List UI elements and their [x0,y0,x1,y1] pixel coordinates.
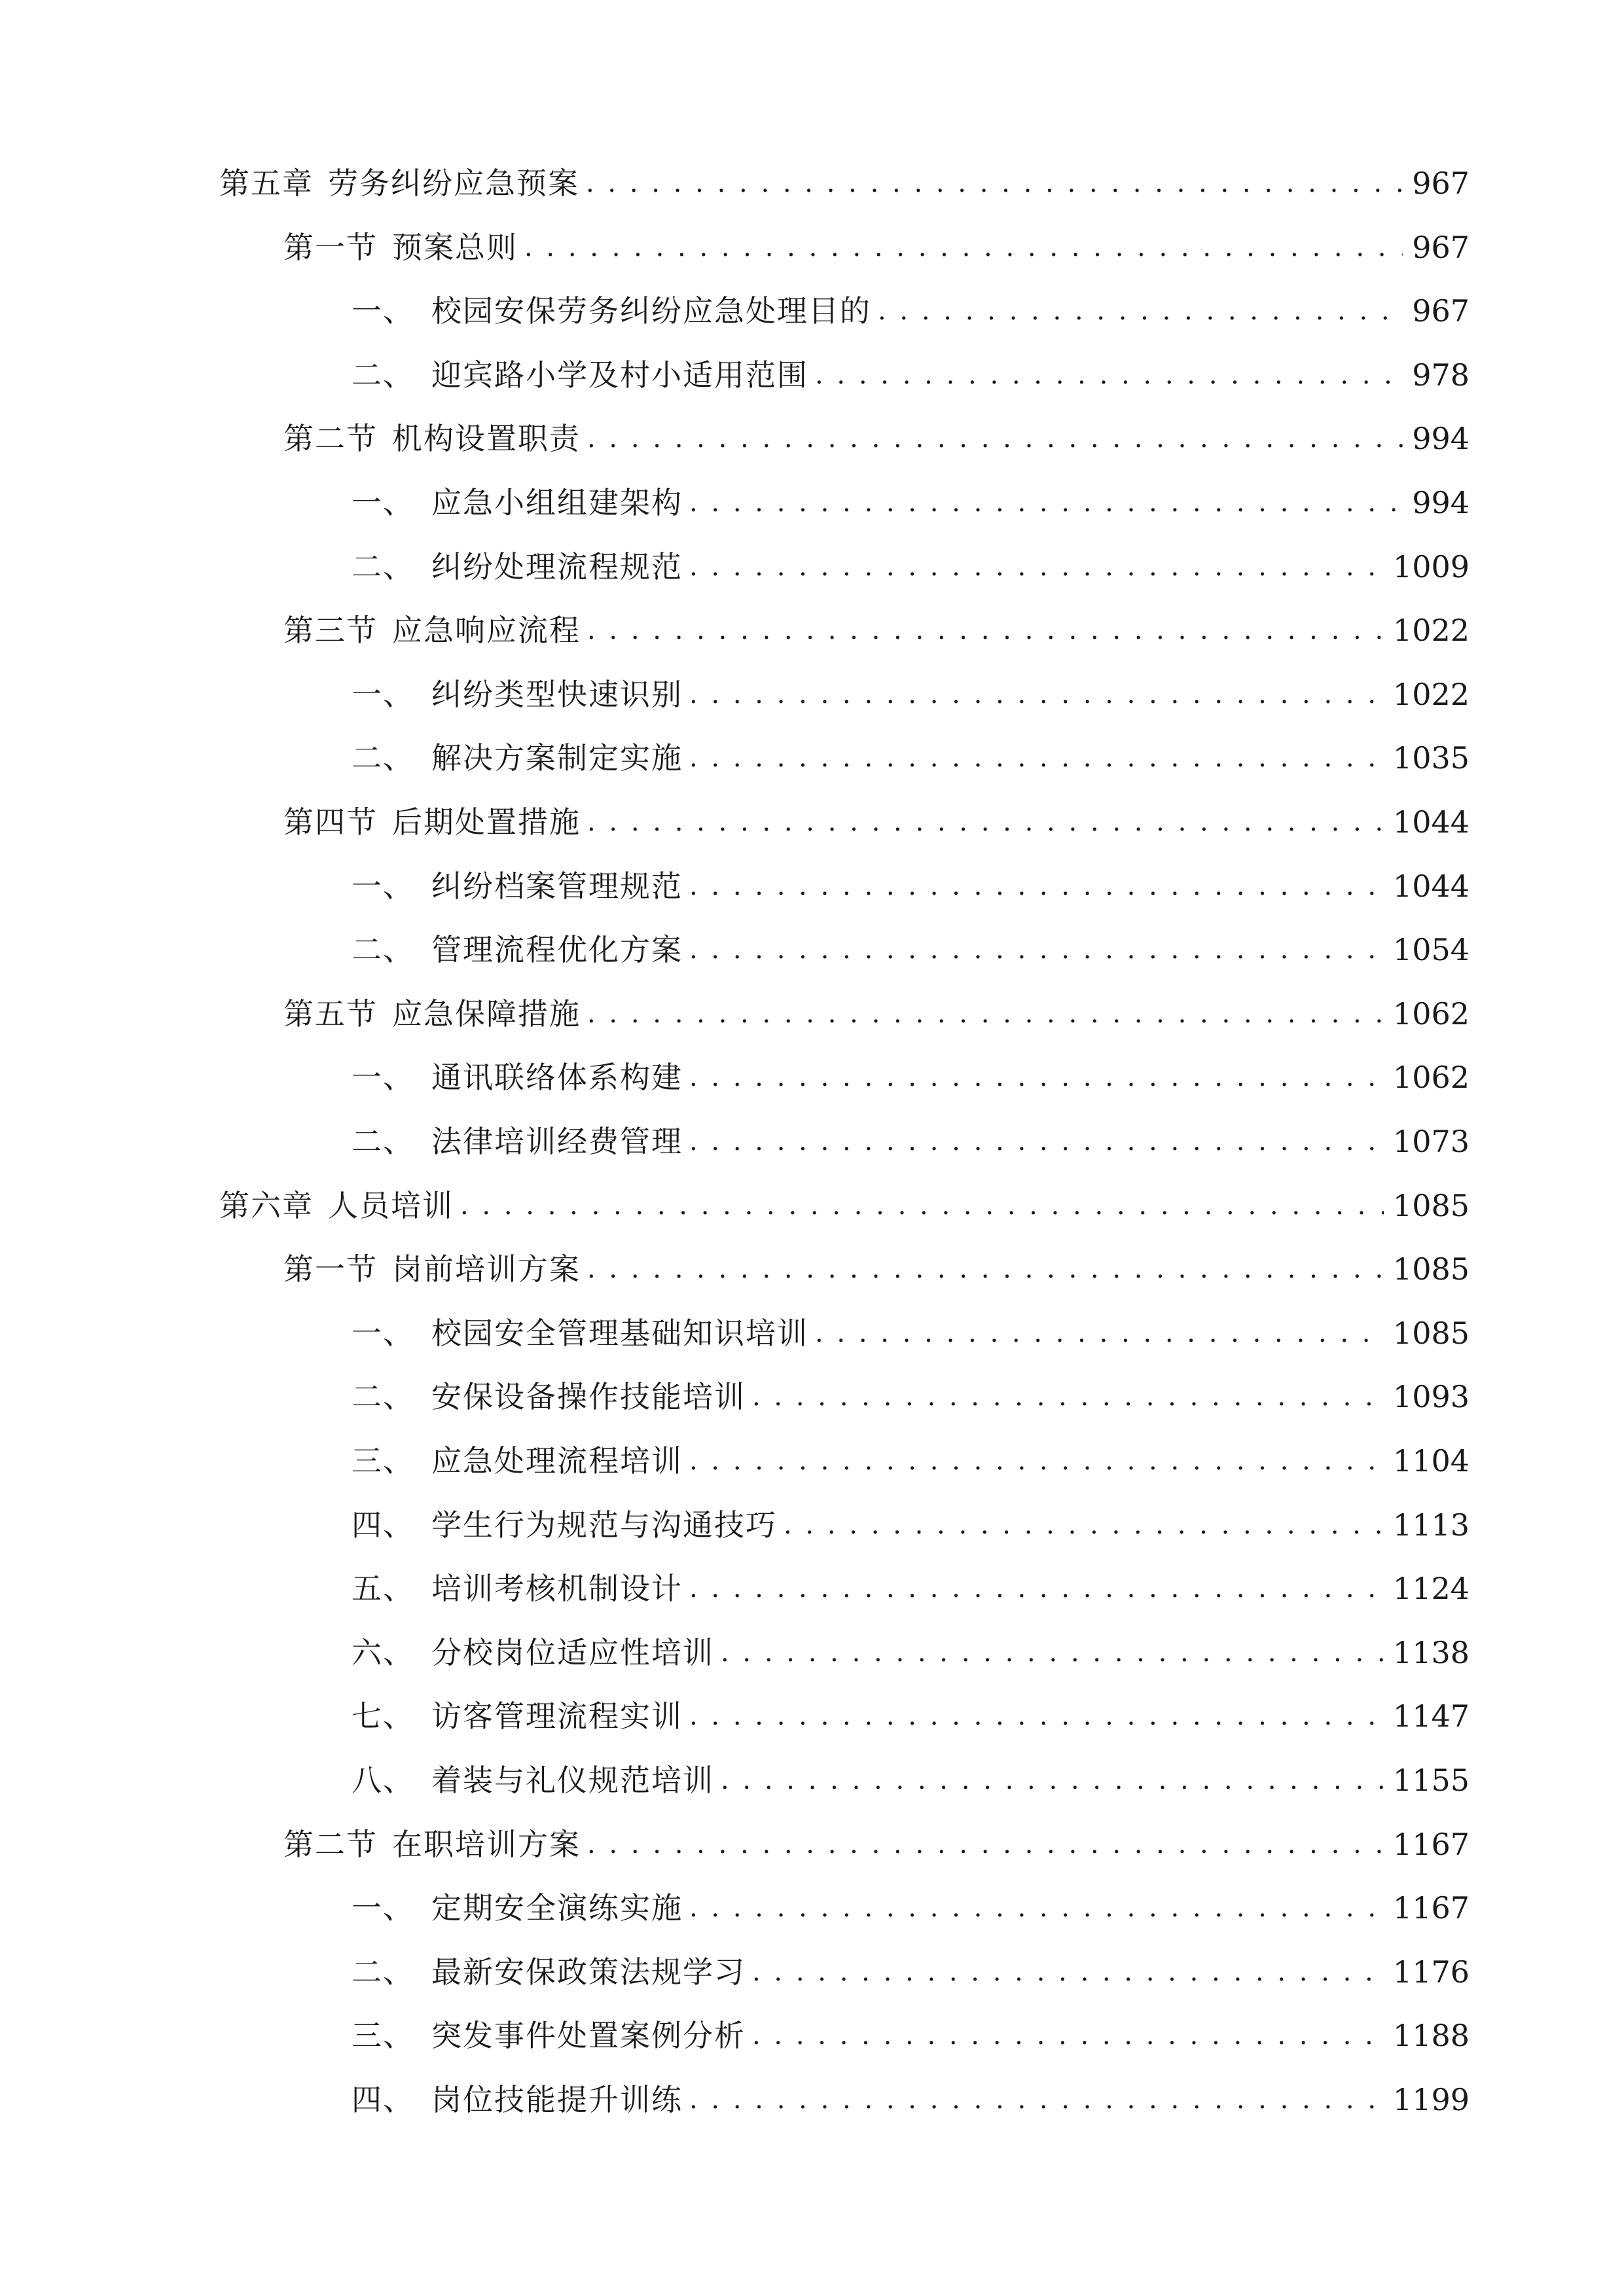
toc-entry[interactable] [352,2067,1470,2119]
toc-entry-label [352,1314,812,1353]
toc-entry[interactable] [283,598,1470,650]
dot-leader [749,1377,1384,1416]
toc-entry-number: 第二节 [283,1826,378,1862]
toc-entry-label [352,867,687,906]
toc-entry-page-number: 1022 [1392,676,1470,712]
dot-leader [585,802,1384,842]
dot-leader [585,611,1384,650]
toc-entry-page-number: 967 [1412,293,1470,329]
toc-entry-page-number: 1062 [1392,1060,1470,1096]
toc-entry-label [352,1122,687,1161]
toc-entry[interactable] [352,662,1470,714]
toc-entry-page-number: 1138 [1392,1634,1470,1670]
toc-entry[interactable] [352,1300,1470,1353]
toc-entry-number: 二、 [352,1379,414,1415]
dot-leader [718,1633,1384,1672]
toc-entry-title: 纠纷档案管理规范 [431,868,683,904]
toc-entry-title: 管理流程优化方案 [431,932,683,968]
toc-entry-title: 人员培训 [328,1187,454,1223]
toc-entry-label [352,1888,687,1928]
toc-entry[interactable] [283,1236,1470,1289]
dot-leader [749,2016,1384,2055]
toc-entry-label [219,1186,458,1225]
toc-entry-number: 七、 [352,1698,414,1734]
toc-entry-number: 第六章 [219,1187,314,1223]
toc-entry-page-number: 994 [1412,485,1470,520]
dot-leader [687,547,1384,586]
dot-leader [687,675,1384,714]
dot-leader [687,483,1403,522]
toc-entry-label [283,1249,585,1289]
dot-leader [585,994,1384,1033]
toc-entry-title: 分校岗位适应性培训 [431,1634,714,1670]
toc-entry[interactable] [352,2003,1470,2055]
toc-entry-page-number: 1054 [1392,932,1470,968]
toc-entry-title: 应急保障措施 [392,996,581,1031]
toc-entry-page-number: 1167 [1392,1826,1470,1862]
toc-entry-title: 后期处置措施 [392,804,581,840]
toc-entry-label [352,1696,687,1736]
toc-entry[interactable] [352,1748,1470,1800]
dot-leader [687,1696,1384,1736]
toc-entry-title: 安保设备操作技能培训 [431,1379,746,1415]
dot-leader [585,1249,1384,1289]
toc-entry-title: 通讯联络体系构建 [431,1060,683,1096]
toc-entry[interactable] [283,981,1470,1033]
toc-entry[interactable] [352,1428,1470,1480]
toc-entry-label [283,1825,585,1864]
dot-leader [687,1122,1384,1161]
dot-leader [687,1569,1384,1608]
toc-entry-number: 一、 [352,293,414,329]
toc-entry[interactable] [283,789,1470,842]
dot-leader [718,1761,1384,1800]
toc-entry-number: 二、 [352,1954,414,1990]
toc-entry-title: 纠纷处理流程规范 [431,548,683,584]
toc-entry-title: 解决方案制定实施 [431,740,683,776]
dot-leader [585,1825,1384,1864]
toc-entry-page-number: 1093 [1392,1379,1470,1415]
toc-entry-number: 二、 [352,932,414,968]
toc-entry-title: 劳务纠纷应急预案 [328,166,579,201]
toc-entry-page-number: 1073 [1392,1124,1470,1159]
toc-entry-number: 三、 [352,1443,414,1479]
toc-entry-number: 四、 [352,1507,414,1543]
dot-leader [583,164,1403,203]
toc-entry-title: 岗前培训方案 [392,1251,581,1287]
toc-entry-title: 定期安全演练实施 [431,1890,683,1926]
dot-leader [749,1952,1384,1992]
toc-entry-label [352,1952,749,1992]
dot-leader [687,1058,1384,1097]
toc-entry-label [352,1058,687,1097]
toc-entry[interactable] [219,151,1470,203]
toc-entry-title: 应急小组组建架构 [431,485,683,520]
toc-entry[interactable] [352,1364,1470,1416]
toc-entry-label [352,1633,718,1672]
toc-entry[interactable] [283,1812,1470,1864]
toc-entry-title: 法律培训经费管理 [431,1124,683,1159]
dot-leader [687,1441,1384,1480]
toc-entry-number: 四、 [352,2082,414,2117]
toc-entry[interactable] [352,470,1470,522]
toc-entry-label [219,164,583,203]
toc-entry-number: 第四节 [283,804,378,840]
toc-entry-number: 一、 [352,1060,414,1096]
toc-entry-label [283,994,585,1033]
toc-entry-label [352,2016,749,2055]
toc-entry-page-number: 1167 [1392,1890,1470,1926]
toc-entry-page-number: 1085 [1392,1251,1470,1287]
toc-entry-title: 访客管理流程实训 [431,1698,683,1734]
toc-entry-label [283,419,585,458]
toc-entry-number: 第二节 [283,421,378,457]
toc-entry[interactable] [352,917,1470,969]
dot-leader [812,1314,1384,1353]
toc-entry-label [283,611,585,650]
toc-entry-number: 第三节 [283,613,378,649]
toc-entry-number: 一、 [352,1890,414,1926]
toc-entry[interactable] [352,725,1470,778]
toc-entry-title: 机构设置职责 [392,421,581,457]
toc-entry-title: 着装与礼仪规范培训 [431,1763,714,1798]
toc-entry-title: 校园安全管理基础知识培训 [431,1315,808,1351]
toc-entry-page-number: 1147 [1392,1698,1470,1734]
toc-entry-page-number: 1044 [1392,868,1470,904]
toc-entry-number: 二、 [352,357,414,393]
toc-entry-number: 一、 [352,676,414,712]
dot-leader [522,228,1403,267]
toc-entry[interactable] [352,1939,1470,1992]
toc-entry-label [352,1569,687,1608]
toc-entry-number: 一、 [352,485,414,520]
toc-entry-label [352,1505,781,1545]
toc-entry[interactable] [219,1173,1470,1225]
toc-entry-label [352,483,687,522]
dot-leader [687,867,1384,906]
toc-entry-label [352,1377,749,1416]
toc-entry-page-number: 1085 [1392,1315,1470,1351]
toc-entry-number: 二、 [352,548,414,584]
toc-entry-page-number: 1044 [1392,804,1470,840]
toc-entry-label [283,802,585,842]
toc-entry-title: 纠纷类型快速识别 [431,676,683,712]
toc-entry-label [283,228,522,267]
toc-entry-label [352,291,875,331]
toc-entry-page-number: 1085 [1392,1187,1470,1223]
dot-leader [585,419,1403,458]
toc-entry-page-number: 1155 [1392,1763,1470,1798]
toc-entry-label [352,738,687,778]
toc-entry-page-number: 994 [1412,421,1470,457]
toc-entry[interactable] [352,1683,1470,1736]
toc-entry-label [352,675,687,714]
dot-leader [687,2080,1384,2119]
toc-entry-number: 一、 [352,1315,414,1351]
toc-entry-page-number: 1035 [1392,740,1470,776]
toc-entry-title: 在职培训方案 [392,1826,581,1862]
toc-entry-label [352,2080,687,2119]
toc-entry-page-number: 1199 [1392,2082,1470,2117]
toc-entry-label [352,1441,687,1480]
toc-entry-page-number: 1188 [1392,2018,1470,2054]
toc-entry[interactable] [352,1492,1470,1545]
toc-entry-page-number: 978 [1412,357,1470,393]
toc-entry-title: 迎宾路小学及村小适用范围 [431,357,808,393]
toc-entry-number: 第一节 [283,1251,378,1287]
toc-entry-page-number: 1124 [1392,1571,1470,1607]
toc-entry-number: 八、 [352,1763,414,1798]
toc-entry-number: 第一节 [283,229,378,265]
toc-entry-title: 培训考核机制设计 [431,1571,683,1607]
toc-entry-page-number: 1113 [1392,1507,1470,1543]
toc-entry[interactable] [283,406,1470,458]
toc-entry-title: 岗位技能提升训练 [431,2082,683,2117]
toc-entry[interactable] [352,1620,1470,1672]
toc-entry-number: 二、 [352,740,414,776]
toc-entry-title: 应急处理流程培训 [431,1443,683,1479]
toc-entry-number: 二、 [352,1124,414,1159]
toc-entry-title: 校园安保劳务纠纷应急处理目的 [431,293,871,329]
toc-entry-page-number: 1104 [1392,1443,1470,1479]
toc-entry[interactable] [283,215,1470,267]
toc-entry[interactable] [352,1875,1470,1928]
dot-leader [812,355,1403,395]
toc-entry-title: 学生行为规范与沟通技巧 [431,1507,777,1543]
toc-entry[interactable] [352,278,1470,331]
toc-entry[interactable] [352,1045,1470,1097]
toc-entry-title: 最新安保政策法规学习 [431,1954,746,1990]
toc-entry[interactable] [352,1109,1470,1161]
toc-entry-title: 突发事件处置案例分析 [431,2018,746,2054]
toc-entry-number: 三、 [352,2018,414,2054]
toc-entry[interactable] [352,342,1470,395]
toc-entry-label [352,355,812,395]
toc-entry-page-number: 967 [1412,166,1470,201]
dot-leader [687,738,1384,778]
toc-entry-page-number: 967 [1412,229,1470,265]
dot-leader [687,930,1384,969]
toc-entry[interactable] [352,1556,1470,1608]
dot-leader [687,1888,1384,1928]
toc-entry-page-number: 1062 [1392,996,1470,1031]
toc-entry-label [352,1761,718,1800]
toc-entry-page-number: 1009 [1392,548,1470,584]
toc-entry-number: 五、 [352,1571,414,1607]
toc-entry-title: 应急响应流程 [392,613,581,649]
dot-leader [458,1186,1384,1225]
toc-entry-number: 一、 [352,868,414,904]
toc-entry[interactable] [352,853,1470,906]
toc-entry-number: 六、 [352,1634,414,1670]
dot-leader [781,1505,1384,1545]
toc-entry-page-number: 1022 [1392,613,1470,649]
toc-entry-label [352,547,687,586]
toc-entry[interactable] [352,534,1470,586]
toc-entry-title: 预案总则 [392,229,518,265]
toc-entry-number: 第五章 [219,166,314,201]
dot-leader [875,291,1403,331]
toc-entry-page-number: 1176 [1392,1954,1470,1990]
toc-entry-label [352,930,687,969]
toc-entry-number: 第五节 [283,996,378,1031]
